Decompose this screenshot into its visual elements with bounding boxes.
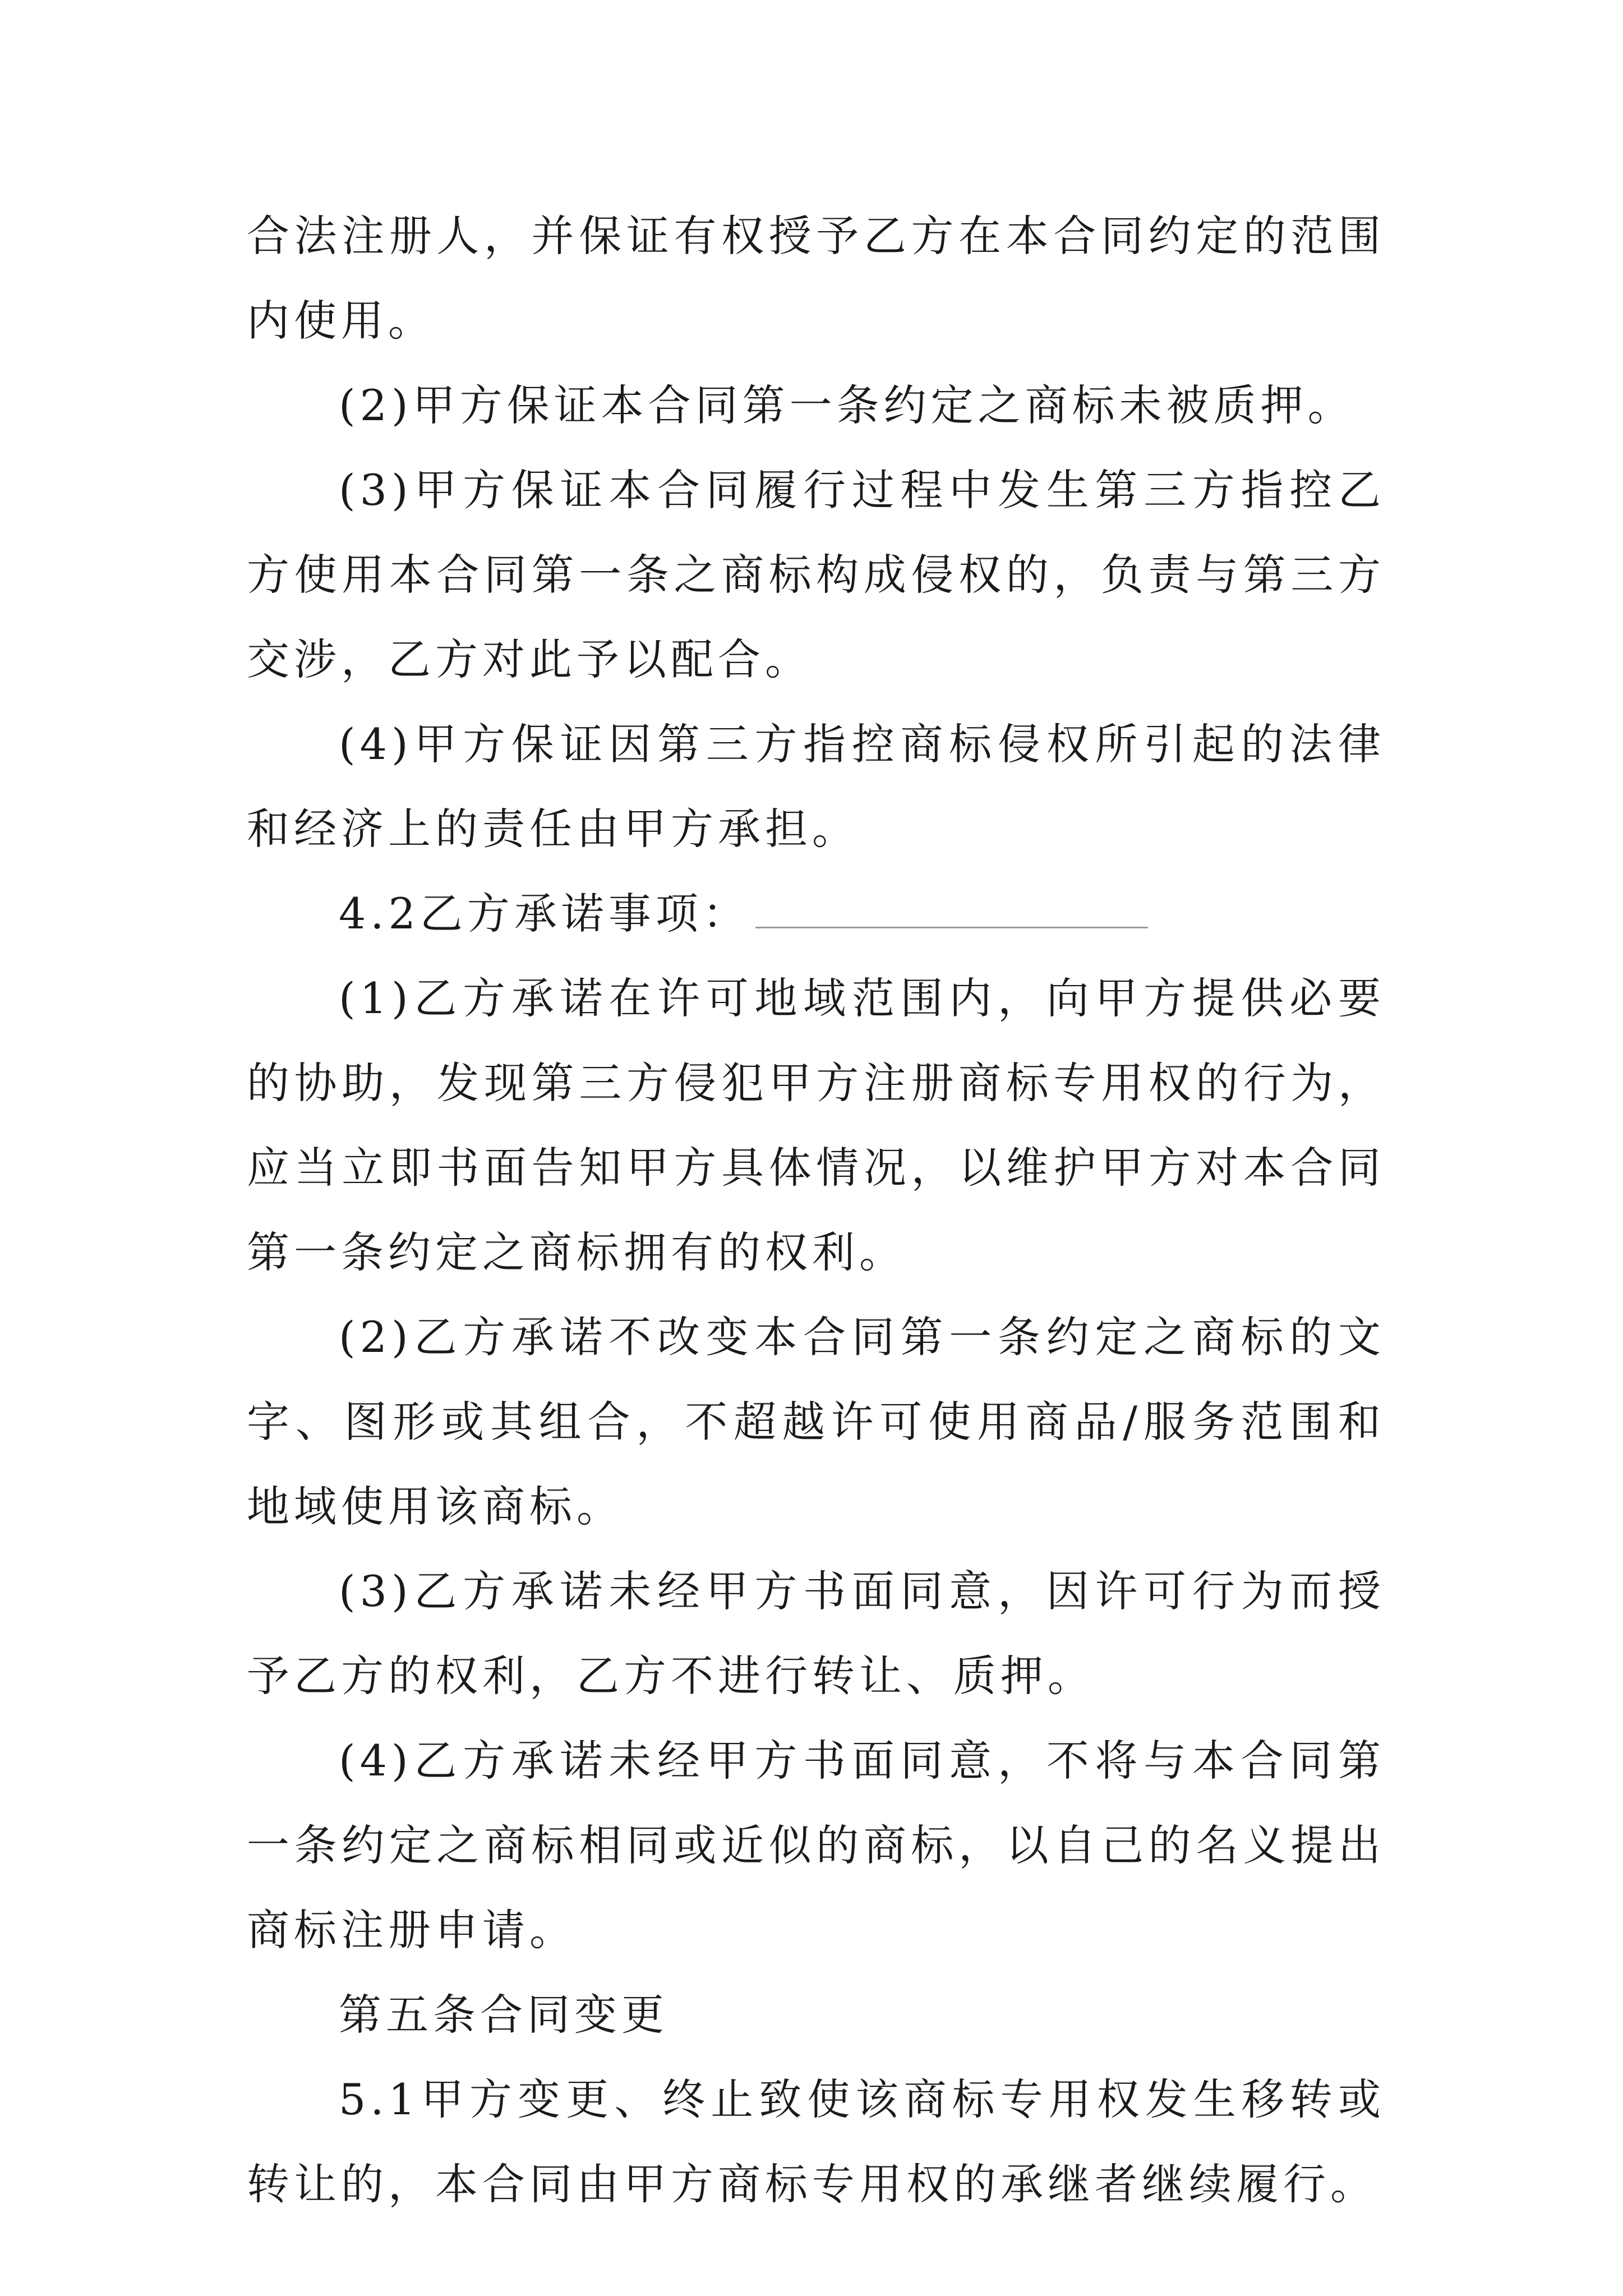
paragraph-licensor-infringement-claims: (3)甲方保证本合同履行过程中发生第三方指控乙方使用本合同第一条之商标构成侵权的，负责与第三方交涉，乙方对此予以配合。 [247,465,1385,684]
licensee-commitments-label: 4.2乙方承诺事项： [339,889,750,938]
paragraph-licensor-no-pledge: (2)甲方保证本合同第一条约定之商标未被质押。 [339,380,1355,430]
paragraph-licensor-liability: (4)甲方保证因第三方指控商标侵权所引起的法律和经济上的责任由甲方承担。 [247,719,1385,854]
paragraph-licensee-no-registration: (4)乙方承诺未经甲方书面同意，不将与本合同第一条约定之商标相同或近似的商标，以自己的名义提出商标注册申请。 [247,1736,1385,1955]
contract-text-body [247,194,1385,2226]
paragraph-licensee-no-transfer: (3)乙方承诺未经甲方书面同意，因许可行为而授予乙方的权利，乙方不进行转让、质押。 [247,1566,1385,1701]
paragraph-licensor-registration: 合法注册人，并保证有权授予乙方在本合同约定的范围内使用。 [247,211,1385,346]
paragraph-licensee-assistance: (1)乙方承诺在许可地域范围内，向甲方提供必要的协助，发现第三方侵犯甲方注册商标专用权的行为，应当立即书面告知甲方具体情况，以维护甲方对本合同第一条约定之商标拥有的权利。 [247,973,1385,1277]
paragraph-licensee-no-alteration: (2)乙方承诺不改变本合同第一条约定之商标的文字、图形或其组合，不超越许可使用商品/服务范围和地域使用该商标。 [247,1312,1385,1531]
blank-fill-line [755,893,1148,928]
section-heading-contract-change: 第五条合同变更 [339,1990,668,2040]
paragraph-licensee-commitments-heading [247,871,1385,956]
paragraph-contract-change-succession: 5.1甲方变更、终止致使该商标专用权发生移转或转让的，本合同由甲方商标专用权的承继者继续履行。 [247,2074,1385,2209]
